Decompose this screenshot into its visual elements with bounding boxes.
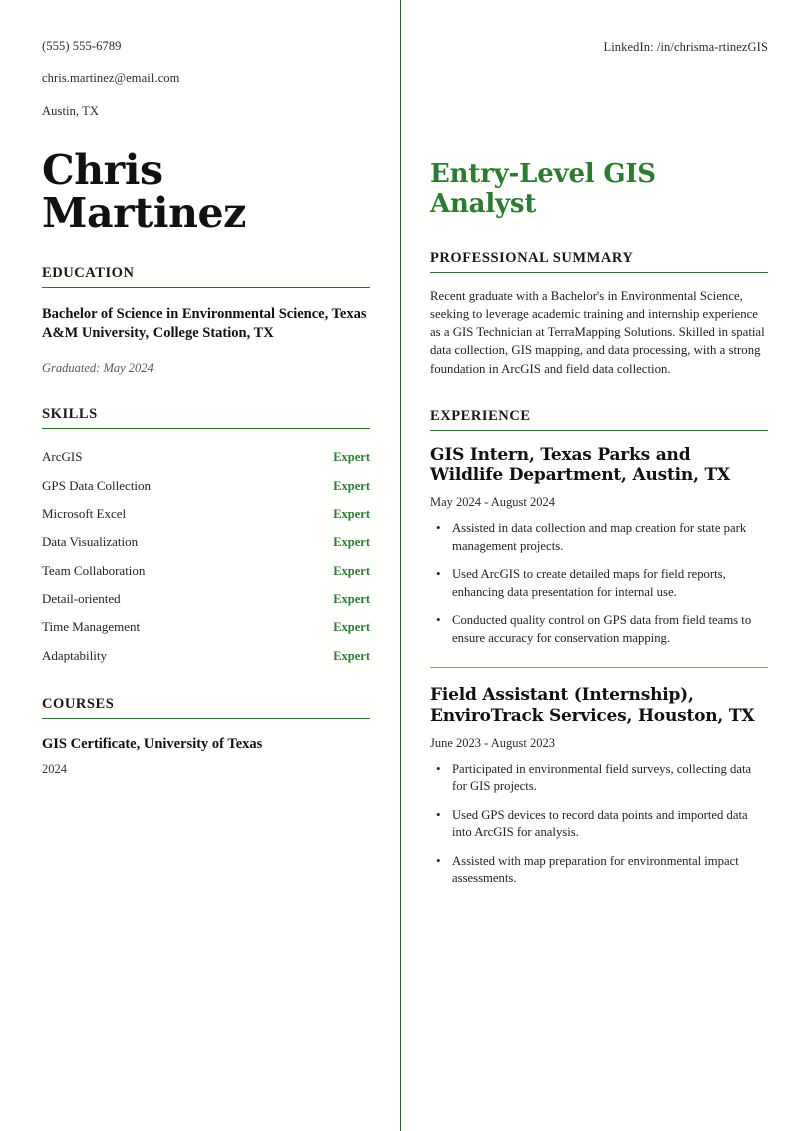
skill-level: Expert (333, 506, 370, 521)
last-name: Martinez (42, 188, 247, 237)
skill-level: Expert (333, 592, 370, 607)
experience-item (430, 667, 768, 888)
course-title: GIS Certificate, University of Texas (42, 735, 263, 752)
job-bullet: • Used GPS devices to record data points and imported data into ArcGIS for analysis. (430, 807, 768, 842)
skill-level: Expert (333, 620, 370, 635)
job-bullet: • Used ArcGIS to create detailed maps for field reports, enhancing data presentation for internal use. (430, 566, 768, 601)
first-name: Chris (42, 145, 163, 194)
job-bullets (430, 520, 768, 647)
education-graduation-date: Graduated: May 2024 (42, 360, 154, 375)
contact-email: chris.martinez@email.com (42, 71, 180, 86)
skill-row (42, 500, 370, 528)
skill-name: Adaptability (42, 647, 107, 663)
skills-list (42, 443, 370, 670)
skill-name: ArcGIS (42, 449, 83, 465)
section-heading-summary: PROFESSIONAL SUMMARY (430, 250, 768, 273)
skill-level: Expert (333, 450, 370, 465)
contact-location: Austin, TX (42, 103, 100, 118)
job-bullet: • Participated in environmental field surveys, collecting data for GIS projects. (430, 761, 768, 796)
skill-level: Expert (333, 648, 370, 663)
section-heading-courses: COURSES (42, 696, 370, 719)
job-title: GIS Intern, Texas Parks and Wildlife Department, Austin, TX (430, 444, 730, 486)
skill-name: Detail-oriented (42, 591, 121, 607)
job-bullets (430, 761, 768, 888)
skill-name: Microsoft Excel (42, 505, 127, 521)
job-bullet: • Conducted quality control on GPS data from field teams to ensure accuracy for conservation mapping. (430, 612, 768, 647)
job-bullet: • Assisted in data collection and map creation for state park management projects. (430, 520, 768, 555)
contact-linkedin: LinkedIn: /in/chrisma-rtinezGIS (603, 40, 768, 54)
skill-name: Time Management (42, 619, 141, 635)
skill-row (42, 613, 370, 641)
skill-row (42, 585, 370, 613)
job-title: Field Assistant (Internship), EnviroTrack Services, Houston, TX (430, 685, 755, 726)
skill-level: Expert (333, 478, 370, 493)
professional-summary-text: Recent graduate with a Bachelor's in Environmental Science, seeking to leverage academic training and internship experience as a GIS Technician at TerraMapping Solutions. Skilled in spatial data collection, GIS mapping, and data processing, with a strong foundation in ArcGIS and field data collection. (430, 288, 765, 376)
job-dates: May 2024 - August 2024 (430, 495, 555, 510)
job-bullet: • Assisted with map preparation for environmental impact assessments. (430, 853, 768, 888)
skill-name: GPS Data Collection (42, 477, 152, 493)
skill-name: Data Visualization (42, 534, 139, 550)
skill-level: Expert (333, 563, 370, 578)
job-headline: Entry-Level GIS Analyst (430, 159, 656, 220)
job-dates: June 2023 - August 2023 (430, 735, 555, 750)
candidate-name (42, 145, 370, 237)
experience-item (430, 431, 768, 648)
skill-row (42, 642, 370, 670)
course-year: 2024 (42, 761, 67, 776)
skill-level: Expert (333, 535, 370, 550)
section-heading-education: EDUCATION (42, 265, 370, 288)
skill-name: Team Collaboration (42, 562, 146, 578)
contact-phone: (555) 555-6789 (42, 39, 122, 53)
section-heading-skills: SKILLS (42, 406, 370, 429)
skill-row (42, 443, 370, 471)
course-item (42, 736, 370, 777)
right-column (400, 0, 800, 1131)
education-degree: Bachelor of Science in Environmental Science, Texas A&M University, College Station, TX (42, 305, 367, 342)
skill-row (42, 556, 370, 584)
skill-row (42, 471, 370, 499)
section-heading-experience: EXPERIENCE (430, 408, 768, 431)
skill-row (42, 528, 370, 556)
